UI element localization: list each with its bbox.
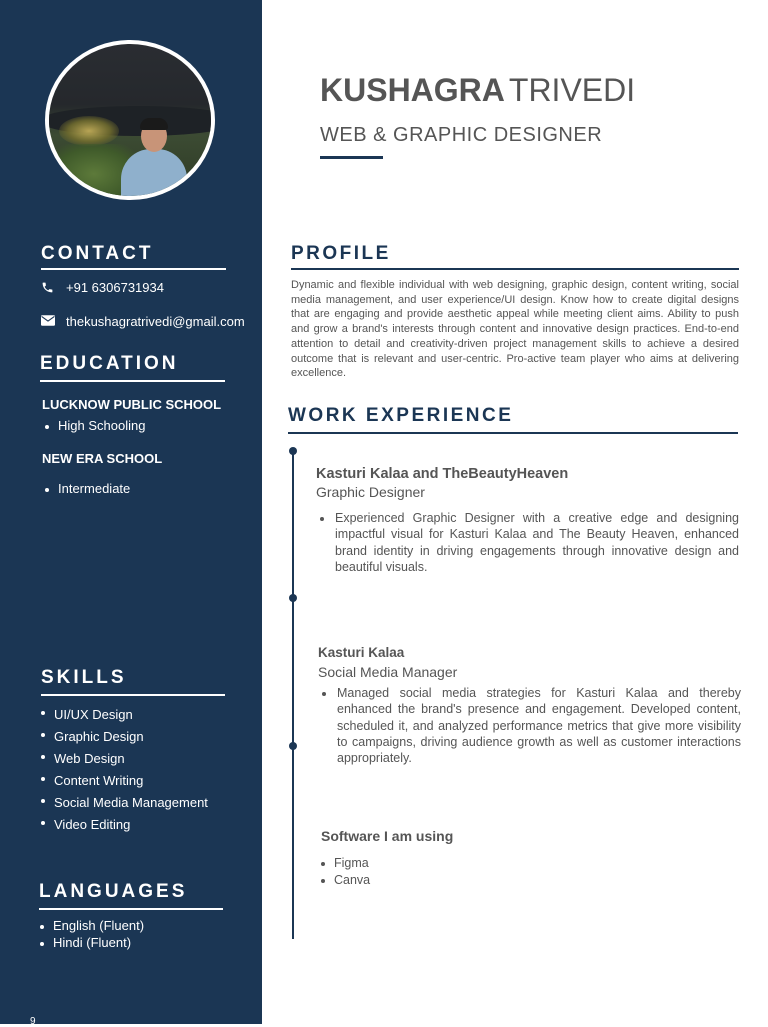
work-experience-heading: WORK EXPERIENCE [288, 405, 514, 426]
role-underline [320, 156, 383, 159]
job-title: Graphic Designer [316, 484, 425, 500]
envelope-icon [41, 315, 55, 326]
timeline-line [292, 451, 294, 939]
software-item: Figma [318, 855, 370, 872]
skill-item: Social Media Management [38, 792, 208, 814]
first-name: KUSHAGRA [320, 72, 505, 108]
skill-item: Web Design [38, 748, 208, 770]
job-role: WEB & GRAPHIC DESIGNER [320, 124, 603, 146]
page-number: 9 [30, 1016, 36, 1027]
candidate-name [320, 72, 635, 109]
education-divider [40, 380, 225, 382]
skill-item: Video Editing [38, 814, 208, 836]
language-item: Hindi (Fluent) [37, 935, 144, 952]
job-description-list [316, 510, 739, 575]
languages-list [37, 918, 144, 951]
profile-photo [45, 40, 215, 200]
school-detail-list [42, 481, 130, 496]
timeline-dot [289, 742, 297, 750]
timeline-dot [289, 447, 297, 455]
job-company: Kasturi Kalaa and TheBeautyHeaven [316, 466, 569, 482]
skills-list [38, 704, 208, 836]
school-detail-list [42, 418, 145, 433]
job-company: Kasturi Kalaa [318, 645, 405, 660]
timeline-dot [289, 594, 297, 602]
skill-item: Graphic Design [38, 726, 208, 748]
sidebar [0, 0, 262, 1027]
skill-item: Content Writing [38, 770, 208, 792]
languages-heading: LANGUAGES [39, 881, 188, 902]
school-name: NEW ERA SCHOOL [42, 451, 163, 466]
language-item: English (Fluent) [37, 918, 144, 935]
software-list [318, 855, 370, 888]
last-name: TRIVEDI [508, 72, 636, 108]
software-heading: Software I am using [321, 828, 454, 844]
job-description-list [318, 685, 741, 766]
profile-summary: Dynamic and flexible individual with web designing, graphic design, content writing, social media management, and user experience/UI design. Know how to create digital designs that are engaging and provide aesthetic appeal while meeting client aims. Ability to push and grow a brand's interests through content and innovative design practices. End-to-end attention to detail and creativity-driven project management skills to achieve a desired outcome that is relevant and user-centric. Pro-active team player who aims at delivering excellence. [291, 279, 739, 380]
profile-divider [291, 268, 739, 270]
contact-heading: CONTACT [41, 243, 154, 264]
school-name: LUCKNOW PUBLIC SCHOOL [42, 397, 222, 412]
work-experience-divider [288, 432, 738, 434]
software-item: Canva [318, 872, 370, 889]
skill-item: UI/UX Design [38, 704, 208, 726]
phone-icon [41, 281, 54, 294]
skills-heading: SKILLS [41, 667, 127, 688]
profile-heading: PROFILE [291, 243, 391, 264]
skills-divider [41, 694, 225, 696]
contact-phone[interactable]: +91 6306731934 [66, 280, 164, 295]
school-detail: High Schooling [42, 418, 145, 433]
job-description: Managed social media strategies for Kasturi Kalaa and thereby enhanced the brand's presence and engagement. Developed content, scheduled it, and analyzed performance metrics that give more visibility to campaigns, driving audience growth as well as customer interactions appropriately. [318, 685, 741, 766]
school-detail: Intermediate [42, 481, 130, 496]
education-heading: EDUCATION [40, 353, 179, 374]
job-title: Social Media Manager [318, 664, 458, 680]
contact-email[interactable]: thekushagratrivedi@gmail.com [66, 314, 245, 329]
contact-divider [41, 268, 226, 270]
languages-divider [39, 908, 223, 910]
job-description: Experienced Graphic Designer with a creative edge and designing impactful visual for Kasturi Kalaa and The Beauty Heaven, enhanced brand identity in driving engagements through innovative design and beautiful visuals. [316, 510, 739, 575]
